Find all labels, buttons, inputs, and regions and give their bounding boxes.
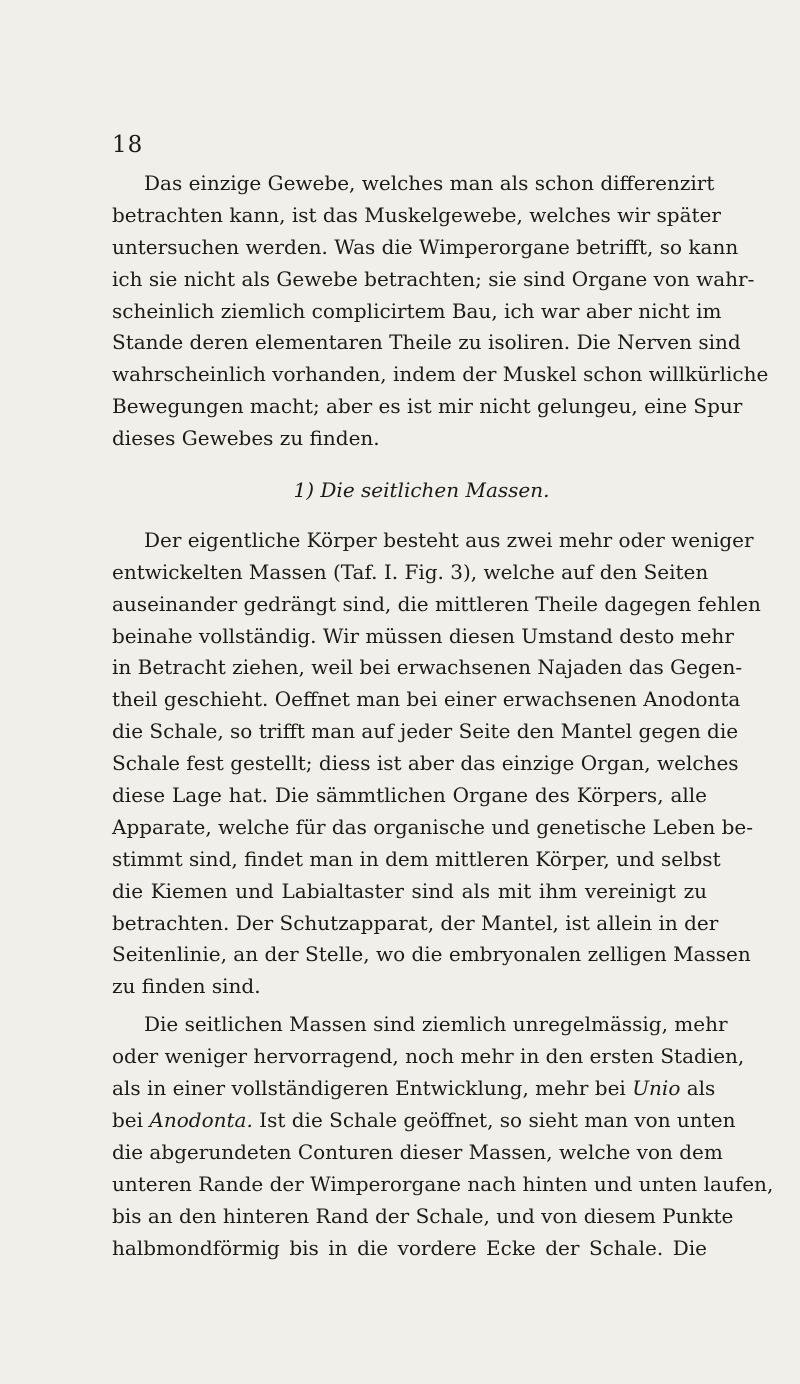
text-line: die abgerundeten Conturen dieser Massen, welche von dem bbox=[112, 1139, 723, 1164]
text-line: zu finden sind. bbox=[112, 974, 261, 999]
section-heading: 1) Die seitlichen Massen. bbox=[293, 478, 550, 503]
text-line: diese Lage hat. Die sämmtlichen Organe des Körpers, alle bbox=[112, 783, 707, 808]
text-line: Seitenlinie, an der Stelle, wo die embryonalen zelligen Massen bbox=[112, 942, 751, 967]
page-number: 18 bbox=[112, 132, 144, 158]
text-line: Das einzige Gewebe, welches man als schon differenzirt bbox=[144, 171, 715, 195]
text-line: theil geschieht. Oeffnet man bei einer erwachsenen Anodonta bbox=[112, 687, 741, 712]
body-text bbox=[112, 168, 774, 1264]
text-segment: bei bbox=[112, 1107, 150, 1132]
text-line: beinahe vollständig. Wir müssen diesen Umstand desto mehr bbox=[112, 623, 734, 648]
text-line: entwickelten Massen (Taf. I. Fig. 3), welche auf den Seiten bbox=[112, 559, 709, 584]
text-line: scheinlich ziemlich complicirtem Bau, ich war aber nicht im bbox=[112, 298, 722, 323]
text-line: halbmondförmig bis in die vordere Ecke der Schale. Die bbox=[112, 1235, 707, 1260]
text-line: die Kiemen und Labialtaster sind als mit ihm vereinigt zu bbox=[112, 878, 707, 903]
text-line: unteren Rande der Wimperorgane nach hinten und unten laufen, bbox=[112, 1171, 774, 1196]
text-line: bis an den hinteren Rand der Schale, und von diesem Punkte bbox=[112, 1203, 734, 1228]
text-line: betrachten. Der Schutzapparat, der Mantel, ist allein in der bbox=[112, 910, 719, 935]
paragraph-3 bbox=[112, 1009, 774, 1264]
text-line: auseinander gedrängt sind, die mittleren Theile dagegen fehlen bbox=[112, 591, 761, 616]
genus-name-unio: Unio bbox=[632, 1076, 681, 1101]
text-segment: als in einer vollständigeren Entwicklung, mehr bei bbox=[112, 1076, 633, 1101]
text-line: ich sie nicht als Gewebe betrachten; sie sind Organe von wahr- bbox=[112, 266, 755, 291]
text-line: in Betracht ziehen, weil bei erwachsenen Najaden das Gegen- bbox=[112, 655, 743, 680]
text-line: Bewegungen macht; aber es ist mir nicht gelungeu, eine Spur bbox=[112, 394, 743, 419]
text-line: Schale fest gestellt; diess ist aber das einzige Organ, welches bbox=[112, 751, 739, 776]
text-line: dieses Gewebes zu finden. bbox=[112, 426, 380, 451]
text-line: die Schale, so trifft man auf jeder Seite den Mantel gegen die bbox=[112, 719, 739, 744]
text-line: Apparate, welche für das organische und genetische Leben be- bbox=[112, 814, 754, 839]
text-line: Der eigentliche Körper besteht aus zwei mehr oder weniger bbox=[144, 527, 754, 552]
text-segment: als bbox=[680, 1076, 716, 1101]
genus-name-anodonta: Anodonta. bbox=[149, 1107, 253, 1132]
text-line: Die seitlichen Massen sind ziemlich unregelmässig, mehr bbox=[144, 1012, 728, 1037]
text-segment: Ist die Schale geöffnet, so sieht man von unten bbox=[252, 1107, 736, 1132]
text-line: wahrscheinlich vorhanden, indem der Muskel schon willkürliche bbox=[112, 362, 769, 387]
text-line: stimmt sind, findet man in dem mittleren Körper, und selbst bbox=[112, 846, 721, 871]
text-line: untersuchen werden. Was die Wimperorgane betrifft, so kann bbox=[112, 234, 739, 259]
paragraph-2 bbox=[112, 525, 761, 1003]
text-line bbox=[112, 1073, 716, 1105]
text-line: oder weniger hervorragend, noch mehr in den ersten Stadien, bbox=[112, 1044, 745, 1069]
text-line bbox=[112, 1105, 736, 1137]
text-line: Stande deren elementaren Theile zu isoliren. Die Nerven sind bbox=[112, 330, 741, 355]
text-line: betrachten kann, ist das Muskelgewebe, welches wir später bbox=[112, 202, 721, 227]
paragraph-1 bbox=[112, 168, 769, 455]
